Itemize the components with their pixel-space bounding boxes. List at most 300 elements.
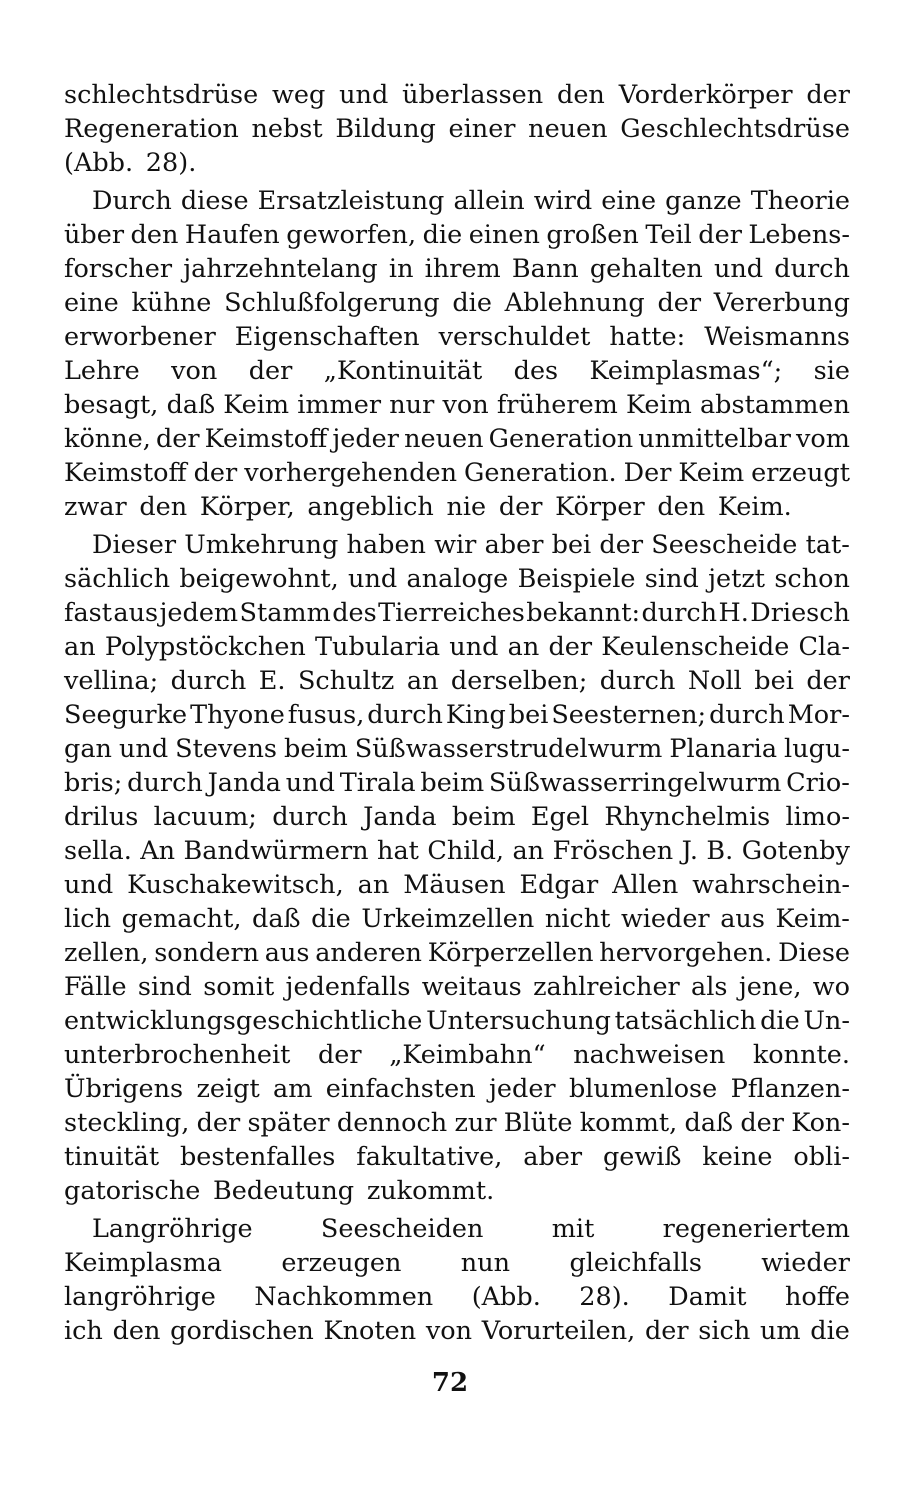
word: Ablehnung [504,288,645,318]
word: und [339,80,389,110]
word: von [425,1316,473,1346]
word: nicht [544,904,611,934]
word: jedem [159,598,239,628]
word: Schultz [297,666,395,696]
text-line [64,936,850,970]
text-line: gatorische Bedeutung zukommt. [64,1176,495,1206]
text-line [64,698,850,732]
word: um [759,1316,801,1346]
text-line [64,1038,850,1072]
word: erzeugen [281,1248,402,1278]
word: Keulenscheide [601,632,790,662]
word: Bandwürmern [183,836,369,866]
word: Keimplasma [64,1248,222,1278]
word: hervorgehen. [599,938,773,968]
word: Teil [645,220,692,250]
word: tatsächlich [614,1006,757,1036]
word: sella. [64,836,132,866]
word: Janda [363,802,437,832]
word: fusus, [287,700,365,730]
word: eine [601,186,657,216]
word: geworfen, [286,220,417,250]
word: zur [454,1108,497,1138]
word: Süßwasserstrudelwurm [354,734,663,764]
word: langröhrige [64,1282,216,1312]
word: und [348,564,398,594]
word: Keim [626,390,692,420]
word: Knoten [323,1316,417,1346]
word: Umkehrung [184,530,339,560]
word: am [273,1074,313,1104]
word: sind [137,972,192,1002]
word: aber [523,1142,583,1172]
word: und [285,768,335,798]
text-line [64,1246,850,1280]
word: diese [180,186,249,216]
word: zahlreicher [533,972,680,1002]
word: tinuität [64,1142,160,1172]
word: Lehre [64,356,140,386]
word: Noll [687,666,742,696]
word: Gotenby [741,836,850,866]
word: Un- [803,1006,850,1036]
word: Mäusen [403,870,506,900]
word: Polypstöckchen [104,632,306,662]
word: beim [284,734,348,764]
word: und [64,870,114,900]
word: der [599,530,644,560]
word: Kon- [791,1108,850,1138]
text-line [64,868,850,902]
word: die [760,1006,800,1036]
word: drilus [64,802,139,832]
word: gewiß [602,1142,682,1172]
word: Crio- [786,768,850,798]
word: nun [460,1248,511,1278]
paragraph [64,1212,850,1348]
word: jetzt [708,564,766,594]
word: 28). [579,1282,630,1312]
text-line: zwar den Körper, angeblich nie der Körper den Keim. [64,492,792,522]
word: kommt, [579,1108,678,1138]
word: an [357,870,390,900]
word: sind [644,564,699,594]
word: Driesch [750,598,850,628]
text-line [64,732,850,766]
text-line [64,1314,850,1348]
word: wahrschein- [692,870,850,900]
word: an [512,836,545,866]
word: nachweisen [573,1040,726,1070]
word: Egel [530,802,590,832]
word: Cla- [798,632,850,662]
word: der [248,356,293,386]
word: obli- [793,1142,850,1172]
word: forscher [64,254,173,284]
word: Übrigens [64,1074,184,1104]
text-line [64,1280,850,1314]
word: daß [166,390,216,420]
word: beigewohnt, [179,564,339,594]
word: bei [754,666,794,696]
word: die [452,288,492,318]
word: und [713,254,764,284]
word: die [810,1316,850,1346]
word: gleichfalls [569,1248,702,1278]
word: gemacht, [121,904,242,934]
word: den [557,80,605,110]
word: sich [698,1316,751,1346]
word: eine [64,288,119,318]
word: jeder [489,1074,556,1104]
word: Keim- [775,904,850,934]
text-line [64,800,850,834]
word: Haufen [184,220,280,250]
word: Seescheiden [320,1214,484,1244]
text-line [64,1004,850,1038]
word: unterbrochenheit [64,1040,291,1070]
word: kühne [131,288,212,318]
word: H. [718,598,749,628]
word: B. [706,836,734,866]
word: an [507,632,540,662]
word: der [155,424,200,454]
word: überlassen [402,80,544,110]
word: die [422,220,463,250]
text-line [64,664,850,698]
word: Keimplasmas“; [589,356,783,386]
word: haben [346,530,426,560]
word: bestenfalles [179,1142,336,1172]
word: einfachsten [325,1074,476,1104]
word: an [64,632,96,662]
text-line [64,630,850,664]
word: durch [599,666,676,696]
word: vorhergehenden [244,458,458,488]
word: weg [272,80,326,110]
word: einen [468,220,540,250]
word: Lebens- [748,220,850,250]
word: Pflanzen- [730,1074,850,1104]
word: neuen [404,424,484,454]
word: wir [434,530,477,560]
word: keine [702,1142,773,1172]
word: jedenfalls [285,972,411,1002]
word: Ersatzleistung [257,186,445,216]
word: lugu- [784,734,850,764]
word: anderen [315,938,422,968]
word: in [388,254,414,284]
word: der [657,288,702,318]
text-line [64,1072,850,1106]
word: zellen, [64,938,149,968]
word: Geschlechtsdrüse [620,114,850,144]
word: konnte. [752,1040,850,1070]
word: neuen [528,114,608,144]
text-line [64,252,850,286]
word: besagt, [64,390,159,420]
word: Süßwasserringelwurm [488,768,782,798]
word: An [140,836,176,866]
word: der [548,632,593,662]
word: von [442,390,489,420]
word: als [691,972,728,1002]
word: immer [297,390,382,420]
word: einer [448,114,516,144]
word: der [317,1040,362,1070]
word: großen [546,220,639,250]
word: und [449,632,499,662]
word: von [171,356,218,386]
word: hatte: [609,322,686,352]
word: den [130,220,179,250]
word: somit [203,972,275,1002]
word: Diese [778,938,850,968]
text-line [64,834,850,868]
word: wieder [620,904,710,934]
word: die [311,904,351,934]
word: aus [720,904,765,934]
word: aus [264,938,310,968]
word: Kuschakewitsch, [127,870,344,900]
word: ich [64,1316,103,1346]
word: daß [252,904,301,934]
text-line [64,596,850,630]
word: aber [484,530,544,560]
paragraph [64,184,850,524]
word: Bann [511,254,579,284]
word: sie [813,356,850,386]
word: (Abb. [471,1282,541,1312]
word: gordischen [170,1316,314,1346]
word: bei [508,700,549,730]
text-line [64,184,850,218]
word: Keim [678,458,745,488]
word: entwicklungsgeschichtliche [64,1006,423,1036]
word: durch [170,666,247,696]
word: Vorurteilen, [481,1316,636,1346]
word: Seegurke [64,700,188,730]
text-line [64,112,850,146]
text-line [64,766,850,800]
text-line: (Abb. 28). [64,148,197,178]
word: Urkeimzellen [361,904,535,934]
word: Körperzellen [427,938,594,968]
body-text [64,78,850,1348]
word: des [513,356,559,386]
paragraph [64,78,850,180]
word: bei [551,530,592,560]
word: Damit [668,1282,747,1312]
word: Dieser [92,530,177,560]
word: Seescheide [651,530,798,560]
word: J. [681,836,698,866]
word: vellina; [64,666,159,696]
word: wird [533,186,593,216]
word: schlechtsdrüse [64,80,259,110]
text-line [64,1140,850,1174]
word: später [247,1108,330,1138]
text-line [64,354,850,388]
word: Bildung [335,114,436,144]
word: Vererbung [713,288,850,318]
word: und [118,734,169,764]
text-line [64,1212,850,1246]
word: Tirala [339,768,416,798]
word: Mor- [787,700,850,730]
paragraph [64,528,850,1208]
word: Tubularia [315,632,441,662]
word: durch [272,802,348,832]
word: erworbener [64,322,216,352]
text-line [64,78,850,112]
word: Fälle [64,972,127,1002]
word: der [806,666,850,696]
text-line [64,1106,850,1140]
word: Thyone [190,700,285,730]
word: durch [774,254,850,284]
word: beim [420,768,485,798]
word: tat- [805,530,850,560]
word: nebst [251,114,323,144]
word: blumenlose [568,1074,718,1104]
word: vom [795,424,850,454]
word: limo- [785,802,850,832]
word: jene, [738,972,802,1002]
word: steckling, [64,1108,190,1138]
word: Edgar [519,870,599,900]
word: Keimstoff [204,424,328,454]
word: allein [453,186,525,216]
word: Generation. [464,458,617,488]
word: abstammen [699,390,850,420]
word: sächlich [64,564,171,594]
text-line [64,218,850,252]
word: an [406,666,439,696]
word: dennoch [336,1108,448,1138]
word: Vorderkörper [618,80,793,110]
text-line [64,902,850,936]
text-line [64,456,850,490]
word: Untersuchung [426,1006,611,1036]
text-line [64,562,850,596]
word: Rhynchelmis [604,802,771,832]
word: gehalten [589,254,703,284]
word: Weismanns [704,322,850,352]
word: durch [641,598,718,628]
word: Child, [427,836,505,866]
word: durch [127,768,203,798]
word: erzeugt [751,458,850,488]
word: unmittelbar [638,424,791,454]
word: Schlußfolgerung [224,288,440,318]
word: hat [377,836,419,866]
word: der [740,1108,784,1138]
word: E. [258,666,286,696]
word: des [332,598,377,628]
word: über [64,220,125,250]
word: Blüte [503,1108,573,1138]
word: Keimstoff [64,458,187,488]
word: Tierreiches [378,598,525,628]
word: ihrem [424,254,501,284]
word: Keim [223,390,290,420]
text-line [64,388,850,422]
word: fast [64,598,112,628]
word: durch [709,700,785,730]
word: durch [367,700,443,730]
word: Langröhrige [92,1214,253,1244]
word: schon [774,564,850,594]
word: Beispiele [517,564,636,594]
word: Regeneration [64,114,239,144]
word: „Kontinuität [323,356,483,386]
text-line [64,320,850,354]
word: den [112,1316,161,1346]
word: fakultative, [356,1142,503,1172]
word: Der [623,458,672,488]
word: gan [64,734,112,764]
word: lacuum; [153,802,257,832]
word: beim [451,802,516,832]
word: der [196,1108,241,1138]
word: der [806,80,850,110]
word: Stamm [239,598,331,628]
word: regeneriertem [662,1214,850,1244]
word: Planaria [669,734,778,764]
word: Seesternen; [551,700,707,730]
text-line [64,422,850,456]
word: analoge [406,564,509,594]
word: jahrzehntelang [183,254,378,284]
page-number: 72 [431,1368,469,1398]
word: der [644,1316,689,1346]
text-line [64,970,850,1004]
word: wieder [761,1248,850,1278]
word: der [698,220,742,250]
word: früherem [496,390,618,420]
word: Generation [488,424,634,454]
word: Allen [612,870,679,900]
word: ganze [665,186,742,216]
word: mit [551,1214,595,1244]
text-line [64,286,850,320]
word: Theorie [750,186,850,216]
word: Durch [92,186,172,216]
word: „Keimbahn“ [389,1040,546,1070]
word: Fröschen [552,836,674,866]
word: könne, [64,424,151,454]
word: der [193,458,238,488]
word: Nachkommen [254,1282,434,1312]
word: aus [113,598,159,628]
word: jeder [332,424,399,454]
word: wo [812,972,850,1002]
word: Stevens [175,734,277,764]
word: sondern [154,938,260,968]
word: verschuldet [438,322,591,352]
word: King [445,700,506,730]
word: zeigt [196,1074,260,1104]
text-line [64,528,850,562]
word: weitaus [421,972,522,1002]
word: lich [64,904,112,934]
word: nur [389,390,435,420]
word: Eigenschaften [234,322,420,352]
word: hoffe [784,1282,850,1312]
word: Janda [207,768,281,798]
word: daß [684,1108,734,1138]
